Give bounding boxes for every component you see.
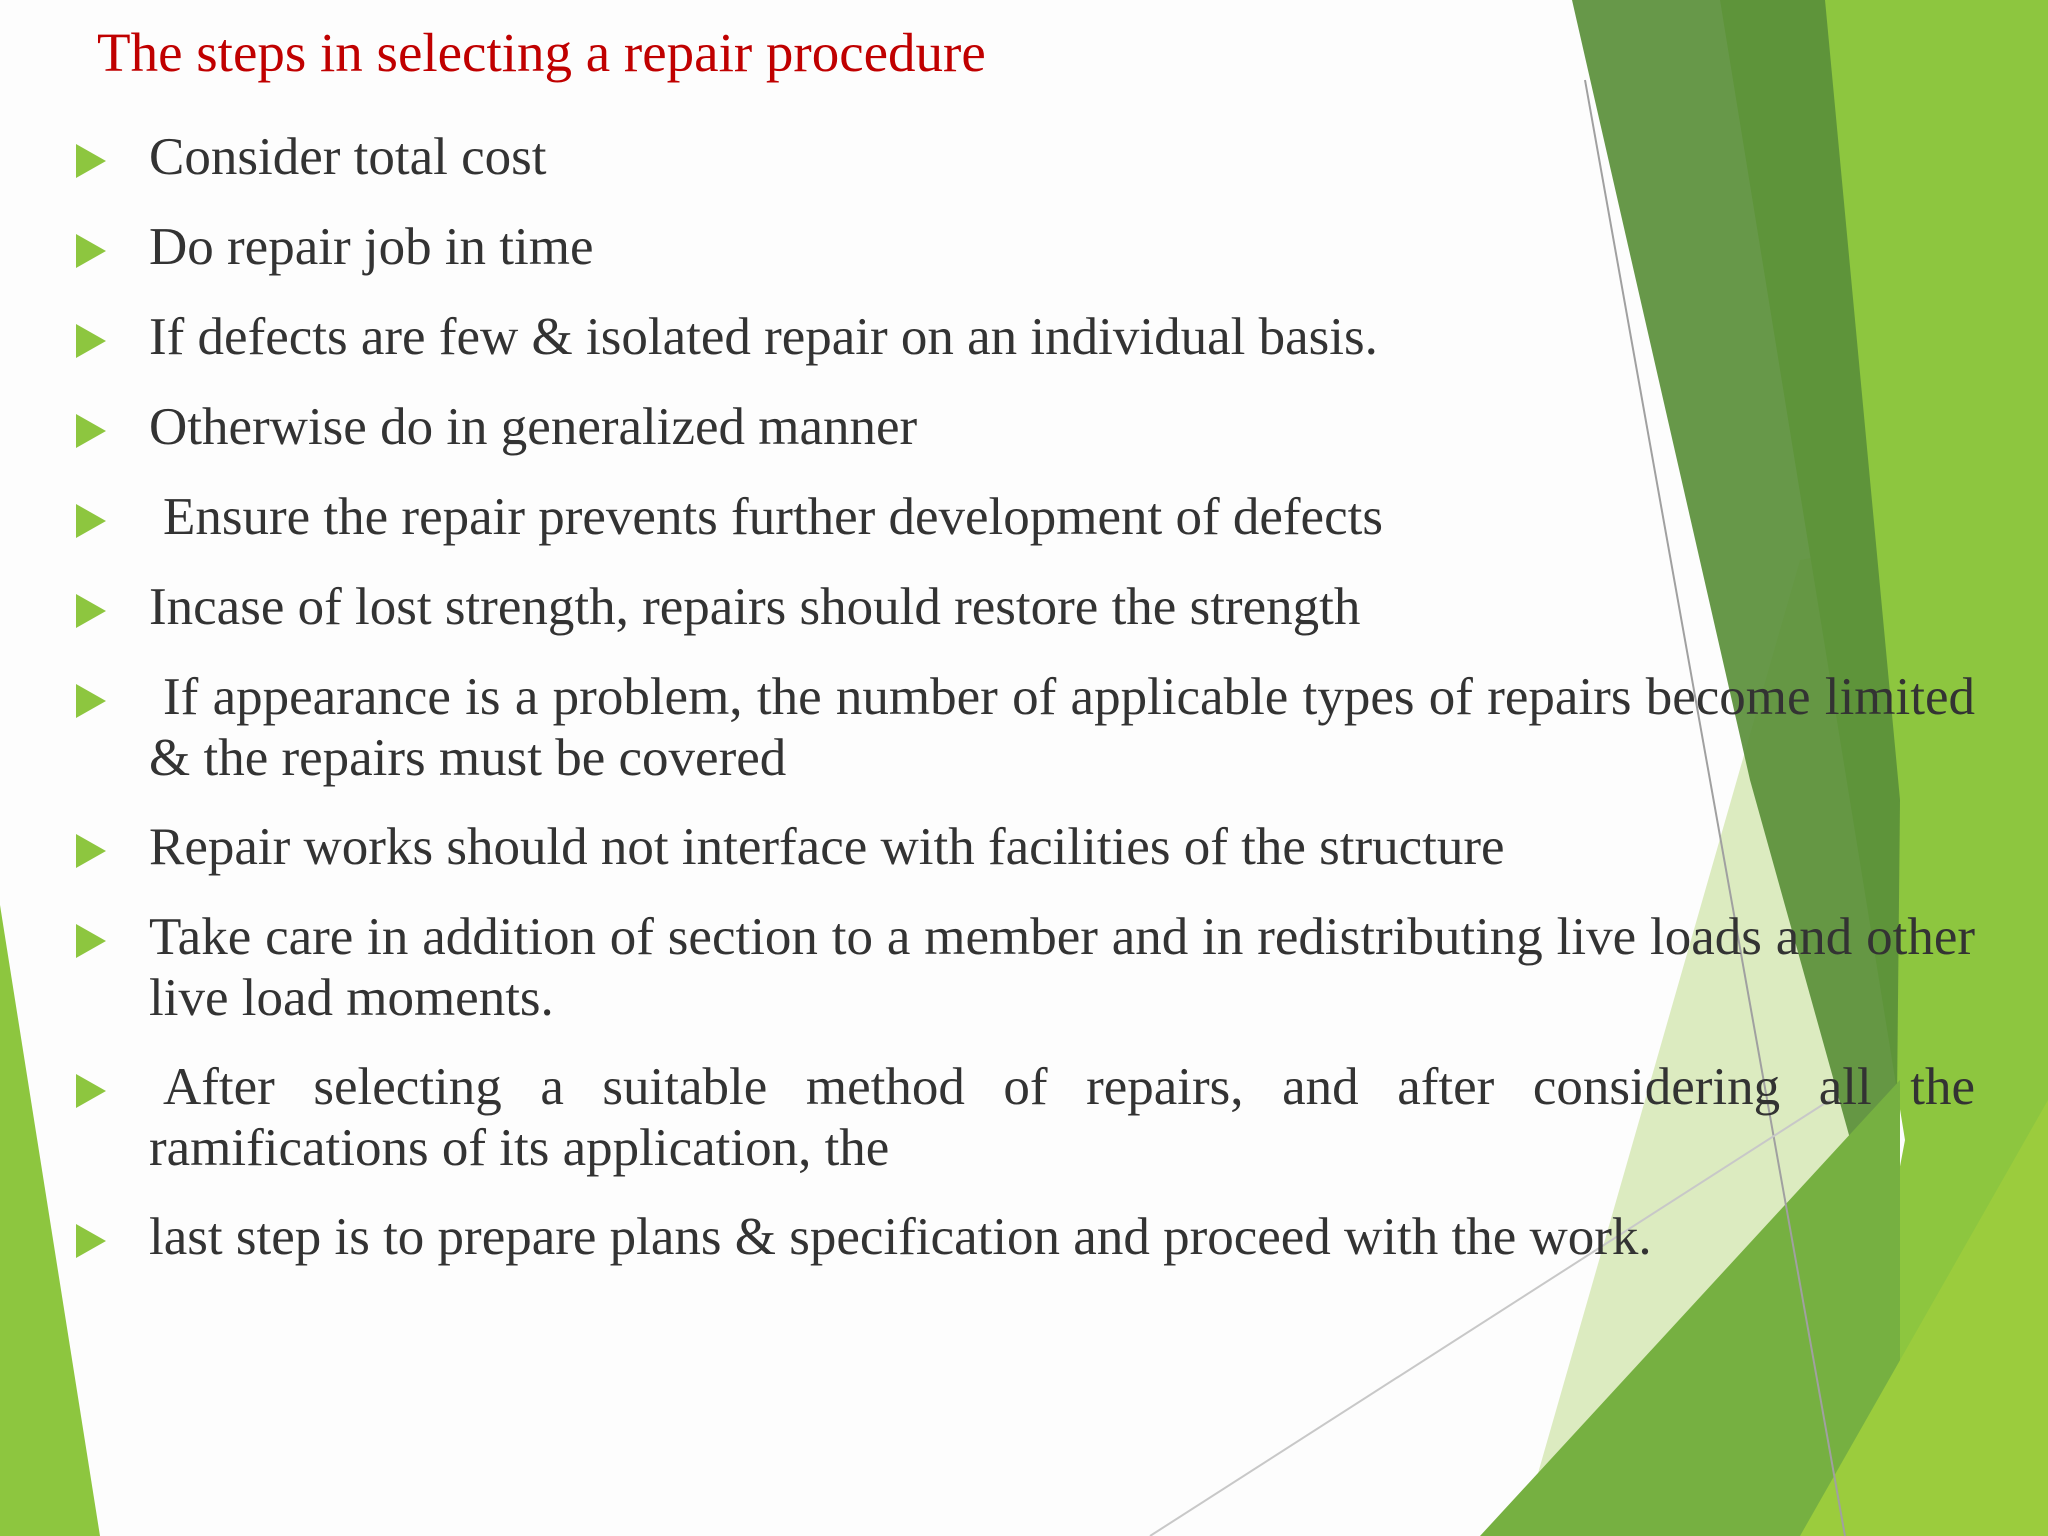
slide-title: The steps in selecting a repair procedure xyxy=(97,22,986,83)
bullet-text: Do repair job in time xyxy=(149,218,594,276)
triangle-arrow-right-icon xyxy=(76,594,106,628)
bullet-text: After selecting a suitable method of repairs, and after considering all the ramifications of its application, the xyxy=(149,1058,1975,1177)
triangle-arrow-right-icon xyxy=(76,924,106,958)
triangle-arrow-right-icon xyxy=(76,504,106,538)
bullet-text: Take care in addition of section to a member and in redistributing live loads and other live load moments. xyxy=(149,908,1975,1027)
triangle-arrow-right-icon xyxy=(76,234,106,268)
triangle-arrow-right-icon xyxy=(76,324,106,358)
bullet-text: If appearance is a problem, the number of applicable types of repairs become limited & the repairs must be covered xyxy=(149,668,1975,787)
bullet-text: Ensure the repair prevents further development of defects xyxy=(163,488,1383,546)
bullet-text: If defects are few & isolated repair on an individual basis. xyxy=(149,308,1378,366)
triangle-arrow-right-icon xyxy=(76,414,106,448)
triangle-arrow-right-icon xyxy=(76,1224,106,1258)
bullet-text: Consider total cost xyxy=(149,128,547,186)
triangle-arrow-right-icon xyxy=(76,834,106,868)
bullet-text: Incase of lost strength, repairs should restore the strength xyxy=(149,578,1361,636)
bullet-text: last step is to prepare plans & specification and proceed with the work. xyxy=(149,1208,1652,1266)
triangle-arrow-right-icon xyxy=(76,684,106,718)
bullet-text: Otherwise do in generalized manner xyxy=(149,398,918,456)
bullet-text: Repair works should not interface with facilities of the structure xyxy=(149,818,1505,876)
triangle-arrow-right-icon xyxy=(76,1074,106,1108)
triangle-arrow-right-icon xyxy=(76,144,106,178)
